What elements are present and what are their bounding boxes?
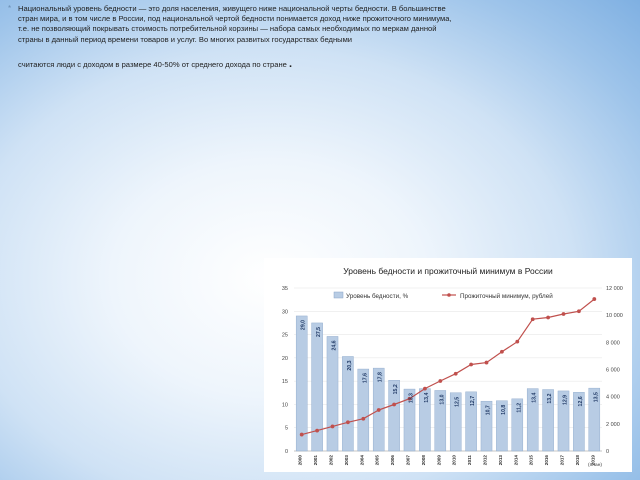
line-point — [315, 429, 319, 433]
x-axis-tick-label: 2001 — [313, 455, 319, 466]
line-point — [469, 363, 473, 367]
line-point — [346, 420, 350, 424]
x-axis-tick-label: 2019 — [590, 455, 596, 466]
poverty-chart — [264, 258, 632, 472]
bar — [296, 316, 307, 451]
x-axis-tick-label: 2002 — [328, 455, 334, 466]
bar-data-label: 13,5 — [593, 392, 600, 403]
x-axis-tick-label: 2017 — [559, 455, 565, 466]
slide-paragraph-end: . — [289, 57, 293, 70]
legend-label-bars: Уровень бедности, % — [346, 293, 409, 300]
line-point — [500, 350, 504, 354]
x-axis-tick-label: 2007 — [405, 455, 411, 466]
bar-data-label: 10,7 — [485, 405, 492, 416]
line-point — [392, 403, 396, 407]
line-point — [377, 408, 381, 412]
x-axis-tick-label: 2000 — [297, 455, 303, 466]
x-axis-tick-label: 2003 — [343, 455, 349, 466]
right-axis-tick-label: 2 000 — [606, 421, 620, 428]
left-axis-tick-label: 0 — [284, 449, 288, 455]
legend-swatch-bars — [334, 292, 343, 298]
right-axis-tick-label: 12 000 — [606, 286, 623, 292]
line-point — [300, 433, 304, 437]
bar-data-label: 12,9 — [562, 394, 569, 406]
bar-data-label: 13,4 — [423, 392, 430, 403]
chart-title: Уровень бедности и прожиточный минимум в России — [343, 266, 553, 276]
bar-data-label: 24,6 — [331, 340, 338, 351]
bar-data-label: 13,2 — [547, 393, 554, 404]
x-axis-tick-label: 2013 — [497, 455, 503, 466]
line-point — [546, 316, 550, 320]
x-axis-tick-label: 2004 — [359, 455, 365, 466]
bar-data-label: 15,2 — [393, 384, 400, 395]
legend-label-line: Прожиточный минимум, рублей — [460, 293, 553, 300]
bar-data-label: 11,2 — [516, 402, 523, 413]
bar-data-label: 20,3 — [346, 360, 353, 371]
x-axis-tick-label: 2011 — [467, 455, 473, 465]
x-axis-tick-label: 2016 — [544, 455, 550, 466]
slide-paragraph-continued — [18, 59, 458, 70]
x-axis-tick-label: 2018 — [574, 455, 580, 466]
x-axis-tick-label: 2008 — [420, 455, 426, 466]
bar-data-label: 27,5 — [316, 326, 323, 338]
line-point — [423, 387, 427, 391]
right-axis-tick-label: 0 — [606, 449, 610, 455]
bar-data-label: 29,0 — [300, 319, 307, 331]
left-axis-tick-label: 15 — [281, 379, 288, 386]
line-point — [361, 417, 365, 421]
bar-data-label: 10,8 — [500, 404, 507, 415]
slide-paragraph-continued-text: считаются люди с доходом в размере 40-50% от среднего дохода по стране — [18, 59, 287, 69]
x-axis-tick-label: 2006 — [390, 455, 396, 466]
line-point — [562, 312, 566, 316]
chart-frame — [264, 258, 632, 472]
line-point — [577, 309, 581, 313]
line-point — [454, 372, 458, 376]
legend-swatch-marker — [447, 293, 451, 297]
year-note: (план) — [588, 463, 602, 468]
bar-data-label: 13,3 — [408, 393, 415, 404]
line-point — [531, 317, 535, 321]
bar-data-label: 17,6 — [362, 373, 369, 384]
slide-text-block — [8, 4, 458, 70]
line-point — [515, 340, 519, 344]
bar-data-label: 12,5 — [454, 396, 461, 407]
left-axis-tick-label: 20 — [281, 355, 288, 362]
x-axis-tick-label: 2009 — [436, 455, 442, 466]
bar-data-label: 17,8 — [377, 372, 384, 383]
bar-data-label: 12,7 — [470, 395, 477, 406]
bullet-icon: * — [8, 4, 12, 13]
right-axis-tick-label: 10 000 — [606, 313, 623, 320]
line-point — [331, 425, 335, 429]
left-axis-tick-label: 30 — [281, 309, 288, 316]
line-point — [592, 297, 596, 301]
left-axis-tick-label: 35 — [281, 286, 288, 292]
x-axis-tick-label: 2012 — [482, 455, 488, 466]
line-point — [485, 361, 489, 365]
right-axis-tick-label: 4 000 — [606, 394, 620, 401]
x-axis-tick-label: 2005 — [374, 455, 380, 466]
bar-data-label: 12,6 — [577, 396, 584, 407]
bar — [327, 336, 338, 451]
right-axis-tick-label: 6 000 — [606, 367, 620, 374]
x-axis-tick-label: 2010 — [451, 455, 457, 466]
bar-data-label: 13,0 — [439, 394, 446, 405]
chart-legend — [334, 292, 553, 300]
right-axis-tick-label: 8 000 — [606, 340, 620, 347]
left-axis-tick-label: 25 — [281, 332, 288, 339]
slide-paragraph: Национальный уровень бедности — это доля населения, живущего ниже национальной черты бедности. В большинстве стран мира, и в том числе в России, под национальной чертой бедности понимается доход ниже прожиточного минимума, т.е. не позволяющий покрывать стоимость потребительной корзины — набора самых необходимых по меркам данной страны в данный период времени товаров и услуг. Во многих развитых государствах бедными — [18, 4, 452, 44]
x-axis-tick-label: 2014 — [513, 455, 519, 466]
left-axis-tick-label: 10 — [281, 402, 288, 409]
line-point — [438, 379, 442, 383]
bar-data-label: 13,4 — [531, 392, 538, 403]
x-axis-tick-label: 2015 — [528, 455, 534, 466]
left-axis-tick-label: 5 — [284, 425, 288, 432]
